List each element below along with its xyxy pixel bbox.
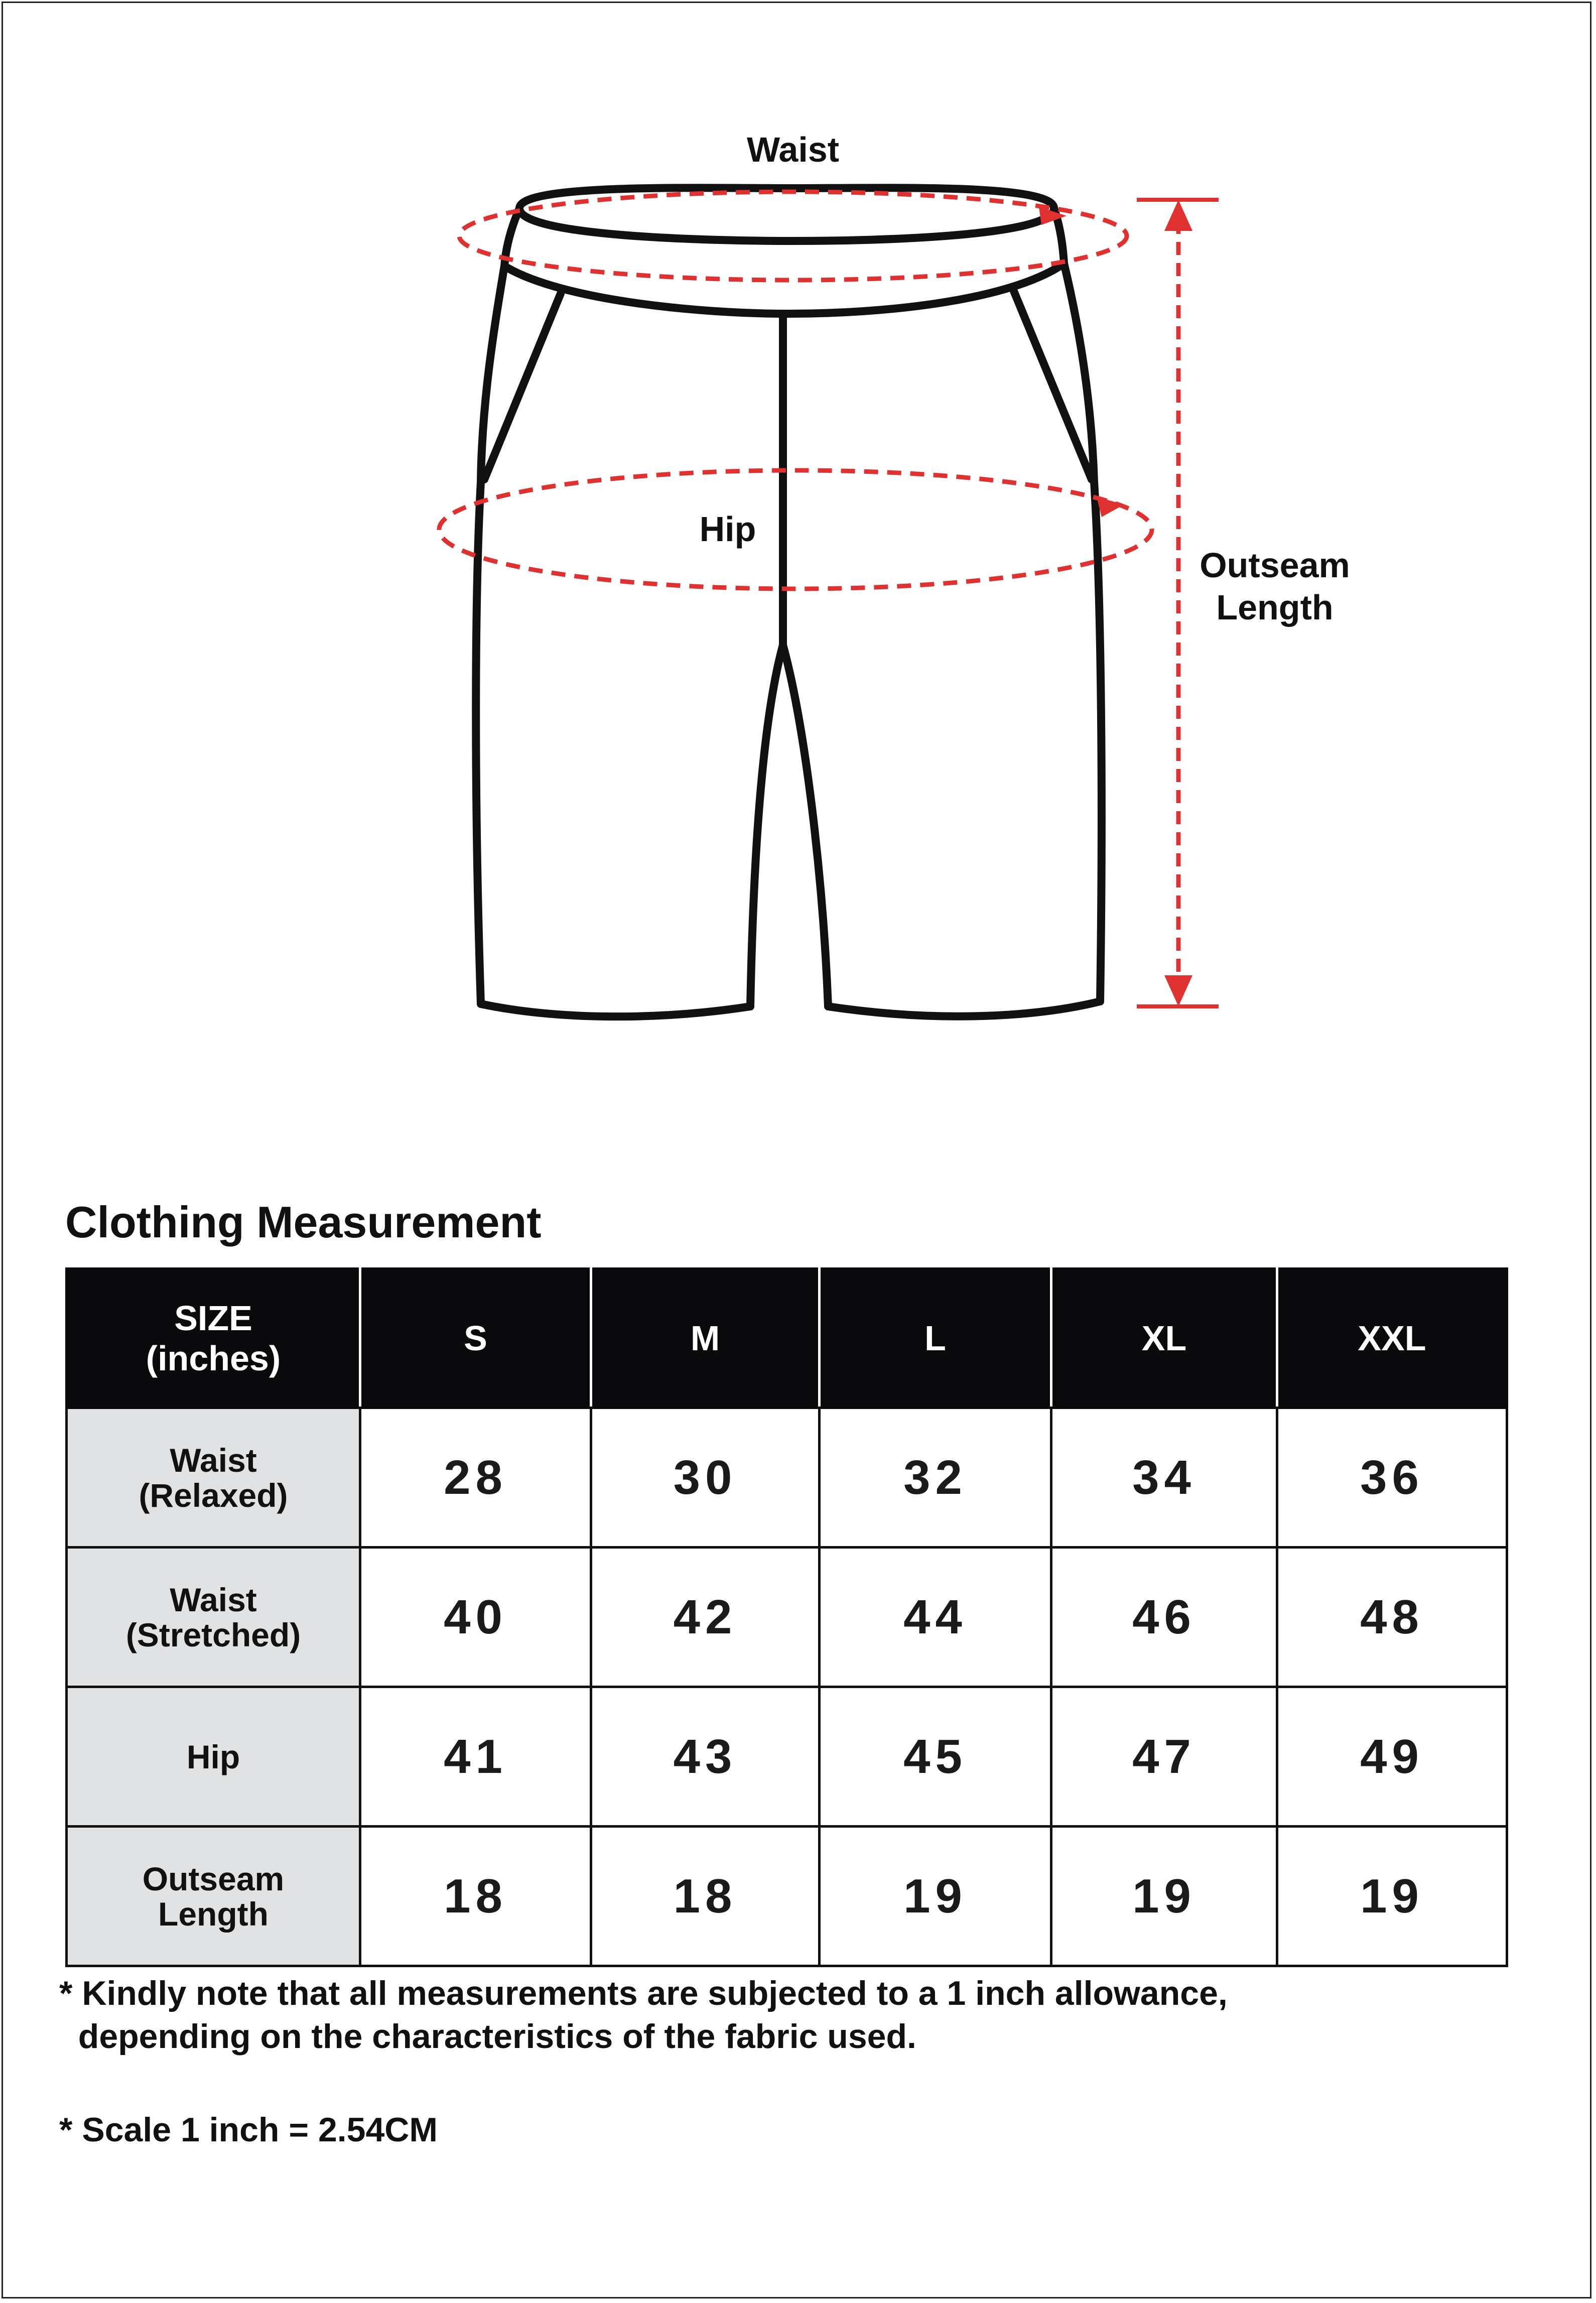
- row-label-line1: Waist: [170, 1581, 257, 1618]
- table-cell: 18: [360, 1827, 591, 1966]
- row-label-line1: Waist: [170, 1441, 257, 1479]
- row-label: [67, 1687, 360, 1827]
- table-cell: 45: [820, 1687, 1051, 1827]
- table-row: [67, 1548, 1507, 1687]
- table-cell: 41: [360, 1687, 591, 1827]
- table-cell: 36: [1277, 1408, 1507, 1548]
- size-chart-table: [65, 1267, 1508, 1967]
- table-cell: 43: [591, 1687, 820, 1827]
- section-title: Clothing Measurement: [65, 1197, 542, 1247]
- right-hem: [828, 1001, 1100, 1016]
- table-cell: 42: [591, 1548, 820, 1687]
- row-label: [67, 1408, 360, 1548]
- table-cell: 47: [1051, 1687, 1277, 1827]
- table-cell: 48: [1277, 1548, 1507, 1687]
- outseam-label-line2: Length: [1216, 588, 1334, 627]
- right-outseam: [1054, 208, 1102, 1001]
- size-col-header: XL: [1051, 1269, 1277, 1408]
- outseam-arrow-down-icon: [1164, 975, 1192, 1006]
- waist-label: Waist: [746, 130, 840, 169]
- row-label: [67, 1827, 360, 1966]
- waist-measure-ellipse: [459, 192, 1127, 280]
- table-cell: 19: [1051, 1827, 1277, 1966]
- size-header-cell: [67, 1269, 360, 1408]
- table-row: [67, 1827, 1507, 1966]
- table-cell: 46: [1051, 1548, 1277, 1687]
- table-row: [67, 1408, 1507, 1548]
- outseam-label-line1: Outseam: [1200, 546, 1350, 585]
- row-label-line1: Outseam: [142, 1860, 285, 1897]
- row-label-line2: (Stretched): [125, 1616, 301, 1653]
- inseam: [750, 645, 828, 1006]
- table-cell: 28: [360, 1408, 591, 1548]
- outseam-label: [1174, 544, 1375, 628]
- size-col-header: S: [360, 1269, 591, 1408]
- waistband-top: [519, 188, 1054, 241]
- left-hem: [481, 1004, 750, 1016]
- hip-label: Hip: [699, 509, 756, 549]
- row-label: [67, 1548, 360, 1687]
- row-label-line2: Length: [158, 1895, 269, 1933]
- row-label-line2: (Relaxed): [139, 1476, 288, 1514]
- table-cell: 19: [820, 1827, 1051, 1966]
- table-header-row: [67, 1269, 1507, 1408]
- table-row: [67, 1687, 1507, 1827]
- left-outseam: [476, 208, 519, 1004]
- table-cell: 32: [820, 1408, 1051, 1548]
- allowance-note: * Kindly note that all measurements are subjected to a 1 inch allowance, depending on the characteristics of the fabric used.: [59, 1974, 1228, 2056]
- table-cell: 34: [1051, 1408, 1277, 1548]
- size-header-line1: SIZE: [174, 1299, 252, 1338]
- size-header-line2: (inches): [146, 1339, 281, 1378]
- shorts-outline: [476, 188, 1102, 1016]
- outseam-arrow-up-icon: [1164, 200, 1192, 231]
- size-col-header: XXL: [1277, 1269, 1507, 1408]
- scale-note: * Scale 1 inch = 2.54CM: [59, 2111, 438, 2149]
- table-cell: 40: [360, 1548, 591, 1687]
- table-cell: 44: [820, 1548, 1051, 1687]
- size-col-header: L: [820, 1269, 1051, 1408]
- table-cell: 19: [1277, 1827, 1507, 1966]
- size-col-header: M: [591, 1269, 820, 1408]
- table-cell: 30: [591, 1408, 820, 1548]
- waistband-bottom: [504, 264, 1064, 314]
- table-cell: 18: [591, 1827, 820, 1966]
- row-label-line1: Hip: [186, 1738, 240, 1775]
- table-cell: 49: [1277, 1687, 1507, 1827]
